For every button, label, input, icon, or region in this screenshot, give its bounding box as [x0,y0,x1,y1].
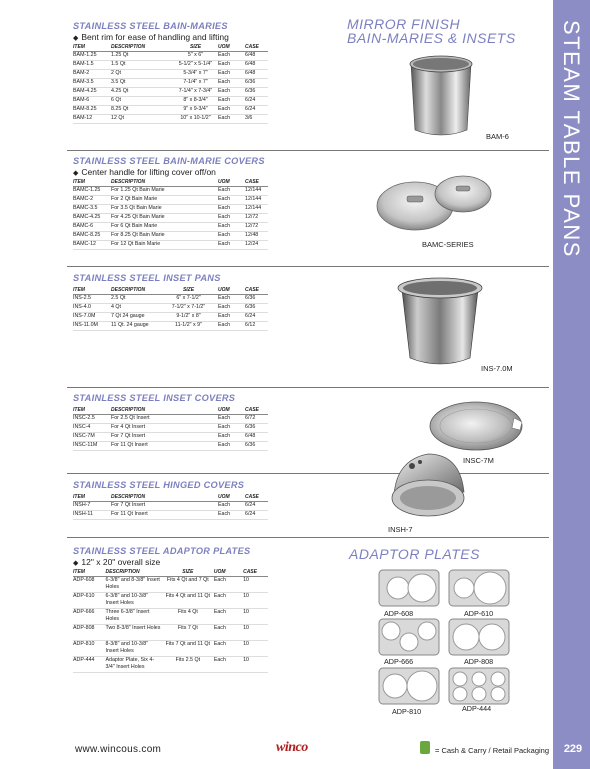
side-category-title: STEAM TABLE PANS [559,20,584,258]
cell-description: 4.25 Qt [111,88,173,97]
section-subtitle: ◆ Bent rim for ease of handling and lifting [73,32,229,42]
section-adaptor-plates [73,546,268,673]
header-description: DESCRIPTION [111,287,159,295]
cell-case: 6/72 [245,415,268,424]
cell-uom: Each [218,415,245,424]
cell-description: 7 Qt 24 gauge [111,313,159,322]
cell-item: INSH-11 [73,511,111,520]
cell-item: BAM-12 [73,115,111,124]
cell-description: For 1.25 Qt Bain Marie [111,187,218,196]
table-header-row [73,569,268,577]
spec-table [73,287,268,331]
cell-item: BAMC-2 [73,196,111,205]
diamond-bullet-icon: ◆ [73,560,79,567]
table-row [73,214,268,223]
cell-description: 1.25 Qt [111,52,173,61]
cell-item: BAM-2 [73,70,111,79]
cell-description: For 7 Qt Insert [111,502,218,511]
section-divider [67,387,549,388]
cell-size: 10" x 10-1/2" [173,115,218,124]
ins-7-caption: INS-7.0M [481,364,513,373]
cell-description: For 2.5 Qt Insert [111,415,218,424]
cell-description: 8-3/8" and 10-3/8" Insert Holes [106,641,162,657]
cell-case: 3/6 [245,115,268,124]
cell-description: 3.5 Qt [111,79,173,88]
cell-uom: Each [218,115,245,124]
cell-case: 6/24 [245,97,268,106]
cell-uom: Each [218,295,245,304]
cell-description: Two 8-3/8" Insert Holes [106,625,162,641]
table-row [73,223,268,232]
cell-item: BAMC-12 [73,241,111,250]
cell-case: 6/36 [245,442,268,451]
header-uom: UOM [214,569,243,577]
cell-item: BAMC-6 [73,223,111,232]
header-description: DESCRIPTION [111,494,218,502]
table-header-row [73,44,268,52]
table-row [73,88,268,97]
footer-website-link[interactable]: www.wincous.com [75,744,162,755]
cell-size: Fits 4 Qt and 7 Qt [162,577,214,593]
cell-item: BAMC-4.25 [73,214,111,223]
cell-description: For 7 Qt Insert [111,433,218,442]
cell-size: Fits 4 Qt and 11 Qt [162,593,214,609]
table-row [73,295,268,304]
cell-uom: Each [214,577,243,593]
header-case: CASE [245,407,268,415]
header-uom: UOM [218,494,245,502]
cell-description: 6-3/8" and 8-3/8" Insert Holes [106,577,162,593]
table-row [73,70,268,79]
cell-uom: Each [218,70,245,79]
cell-description: 2 Qt [111,70,173,79]
cell-item: INS-11.0M [73,322,111,331]
cell-uom: Each [214,641,243,657]
cell-description: For 11 Qt Insert [111,511,218,520]
cell-item: BAM-3.5 [73,79,111,88]
header-case: CASE [245,179,268,187]
cell-item: BAM-8.25 [73,106,111,115]
adp-666-plate-image [378,618,440,656]
table-header-row [73,494,268,502]
table-row [73,502,268,511]
cell-case: 6/24 [245,313,268,322]
cell-uom: Each [214,609,243,625]
cell-uom: Each [218,52,245,61]
bamc-caption: BAMC-SERIES [422,240,474,249]
cell-uom: Each [214,625,243,641]
cell-case: 12/144 [245,196,268,205]
cell-item: INS-7.0M [73,313,111,322]
cell-item: BAM-6 [73,97,111,106]
spec-table [73,569,268,673]
cash-carry-note: = Cash & Carry / Retail Packaging [435,746,550,755]
cell-item: ADP-610 [73,593,106,609]
cell-case: 10 [243,593,268,609]
cell-item: INSC-4 [73,424,111,433]
cell-item: ADP-608 [73,577,106,593]
cell-case: 6/24 [245,106,268,115]
spec-table [73,44,268,124]
cell-description: 11 Qt. 24 gauge [111,322,159,331]
header-item: ITEM [73,179,111,187]
spec-table [73,407,268,451]
cell-description: 12 Qt [111,115,173,124]
cell-uom: Each [218,79,245,88]
cell-description: 8.25 Qt [111,106,173,115]
header-case: CASE [245,44,268,52]
table-row [73,322,268,331]
header-item: ITEM [73,44,111,52]
insc-7m-cover-image [428,400,524,452]
cell-item: ADP-444 [73,657,106,673]
cell-uom: Each [218,304,245,313]
cell-case: 10 [243,609,268,625]
header-item: ITEM [73,569,106,577]
cell-case: 6/24 [245,502,268,511]
cell-item: BAMC-8.25 [73,232,111,241]
cell-description: 6-3/8" and 10-3/8" Insert Holes [106,593,162,609]
cell-size: 7-1/2" x 7-1/2" [159,304,218,313]
header-size: SIZE [159,287,218,295]
cell-description: Adaptor Plate, Six 4-3/4" Insert Holes [106,657,162,673]
adp-608-caption: ADP-608 [384,609,414,618]
cell-description: For 2 Qt Bain Marie [111,196,218,205]
mirror-title-line1: MIRROR FINISH [347,16,461,32]
cell-item: BAM-1.25 [73,52,111,61]
table-header-row [73,287,268,295]
header-size: SIZE [173,44,218,52]
cell-item: BAM-1.5 [73,61,111,70]
section-divider [67,537,549,538]
cell-size: Fits 7 Qt [162,625,214,641]
table-row [73,196,268,205]
section-inset-pans [73,273,268,331]
cell-uom: Each [218,223,245,232]
cell-size: Fits 2.5 Qt [162,657,214,673]
table-row [73,115,268,124]
cell-case: 6/48 [245,70,268,79]
cell-uom: Each [218,424,245,433]
shopping-bag-icon [420,741,430,754]
cell-size: 7-1/4" x 7-3/4" [173,88,218,97]
cell-size: 5-1/2" x 5-1/4" [173,61,218,70]
cell-item: ADP-808 [73,625,106,641]
cell-uom: Each [218,196,245,205]
table-header-row [73,407,268,415]
cell-description: For 4 Qt Insert [111,424,218,433]
cell-item: INSH-7 [73,502,111,511]
ins-7-product-image [392,270,488,370]
cell-description: 6 Qt [111,97,173,106]
cell-item: ADP-810 [73,641,106,657]
cell-description: 1.5 Qt [111,61,173,70]
bam-6-product-image [405,52,477,140]
diamond-bullet-icon: ◆ [73,35,79,42]
cell-uom: Each [218,313,245,322]
bamc-cover-image [373,168,493,238]
table-row [73,232,268,241]
cell-uom: Each [218,442,245,451]
header-uom: UOM [218,44,245,52]
header-description: DESCRIPTION [111,407,218,415]
cell-item: BAMC-1.25 [73,187,111,196]
cell-size: 9-1/2" x 8" [159,313,218,322]
cell-case: 12/72 [245,214,268,223]
cell-case: 6/48 [245,433,268,442]
cell-description: For 8.25 Qt Bain Marie [111,232,218,241]
insc-7m-caption: INSC-7M [463,456,494,465]
cell-size: Fits 7 Qt and 11 Qt [162,641,214,657]
cell-uom: Each [218,322,245,331]
table-header-row [73,179,268,187]
cell-size: 6" x 7-1/2" [159,295,218,304]
cell-case: 12/144 [245,187,268,196]
cell-case: 10 [243,657,268,673]
cell-uom: Each [218,232,245,241]
cell-item: BAMC-3.5 [73,205,111,214]
cell-case: 12/72 [245,223,268,232]
table-row [73,415,268,424]
header-size: SIZE [162,569,214,577]
cell-case: 10 [243,625,268,641]
cell-case: 10 [243,641,268,657]
adp-608-plate-image [378,569,440,607]
cell-description: Three 6-3/8" Insert Holes [106,609,162,625]
header-case: CASE [243,569,268,577]
cell-uom: Each [218,214,245,223]
adp-444-caption: ADP-444 [462,704,492,713]
cell-size: 9" x 9-3/4" [173,106,218,115]
cell-uom: Each [218,187,245,196]
cell-uom: Each [218,502,245,511]
cell-uom: Each [218,106,245,115]
cell-uom: Each [218,205,245,214]
cell-uom: Each [214,657,243,673]
cell-uom: Each [218,241,245,250]
cell-description: For 12 Qt Bain Marie [111,241,218,250]
cell-case: 6/36 [245,295,268,304]
section-subtitle: ◆ 12" x 20" overall size [73,557,161,567]
header-item: ITEM [73,287,111,295]
table-row [73,79,268,88]
spec-table [73,179,268,250]
header-item: ITEM [73,407,111,415]
cell-case: 10 [243,577,268,593]
cell-size: 11-1/2" x 9" [159,322,218,331]
insh-7-hinged-cover-image [388,446,470,524]
header-case: CASE [245,287,268,295]
cell-case: 6/36 [245,88,268,97]
table-row [73,187,268,196]
cell-description: 2.5 Qt [111,295,159,304]
section-subtitle: ◆ Center handle for lifting cover off/on [73,167,216,177]
cell-size: Fits 4 Qt [162,609,214,625]
cell-item: INSC-7M [73,433,111,442]
cell-case: 6/36 [245,424,268,433]
cell-description: 4 Qt [111,304,159,313]
header-description: DESCRIPTION [106,569,162,577]
cell-uom: Each [218,433,245,442]
bam-6-caption: BAM-6 [486,132,509,141]
cell-case: 6/48 [245,61,268,70]
cell-item: INSC-2.5 [73,415,111,424]
section-title: STAINLESS STEEL BAIN-MARIES [73,21,228,31]
cell-description: For 6 Qt Bain Marie [111,223,218,232]
page-number: 229 [563,743,583,755]
cell-case: 12/144 [245,205,268,214]
header-item: ITEM [73,494,111,502]
table-row [73,106,268,115]
section-title: STAINLESS STEEL INSET PANS [73,273,221,283]
header-description: DESCRIPTION [111,44,173,52]
cell-case: 6/12 [245,322,268,331]
cell-size: 7-1/4" x 7" [173,79,218,88]
cell-description: For 4.25 Qt Bain Marie [111,214,218,223]
cell-case: 6/48 [245,52,268,61]
section-divider [67,150,549,151]
section-divider [67,266,549,267]
mirror-finish-title [347,17,516,45]
section-title: STAINLESS STEEL ADAPTOR PLATES [73,546,251,556]
adp-808-plate-image [448,618,510,656]
adp-810-caption: ADP-810 [392,707,422,716]
table-row [73,625,268,641]
cell-item: INSC-11M [73,442,111,451]
table-row [73,433,268,442]
header-uom: UOM [218,287,245,295]
cell-size: 8" x 8-3/4" [173,97,218,106]
cell-case: 6/36 [245,304,268,313]
cell-case: 6/36 [245,79,268,88]
table-row [73,205,268,214]
section-title: STAINLESS STEEL INSET COVERS [73,393,236,403]
table-row [73,61,268,70]
section-inset-covers [73,393,268,451]
cell-uom: Each [218,97,245,106]
cell-description: For 11 Qt Insert [111,442,218,451]
winco-logo: winco [276,740,308,755]
cell-case: 12/48 [245,232,268,241]
table-row [73,657,268,673]
cell-size: 5-3/4" x 7" [173,70,218,79]
adp-444-plate-image [448,667,510,705]
cell-item: INS-2.5 [73,295,111,304]
header-case: CASE [245,494,268,502]
section-title: STAINLESS STEEL BAIN-MARIE COVERS [73,156,265,166]
table-row [73,442,268,451]
table-row [73,593,268,609]
section-divider [67,473,549,474]
adp-610-plate-image [448,569,510,607]
cell-item: INS-4.0 [73,304,111,313]
cell-uom: Each [218,511,245,520]
cell-size: 5" x 6" [173,52,218,61]
cell-uom: Each [218,61,245,70]
insh-7-caption: INSH-7 [388,525,413,534]
table-row [73,577,268,593]
section-bain-maries [73,21,268,124]
table-row [73,52,268,61]
section-title: STAINLESS STEEL HINGED COVERS [73,480,245,490]
table-row [73,241,268,250]
header-description: DESCRIPTION [111,179,218,187]
cell-item: ADP-666 [73,609,106,625]
table-row [73,304,268,313]
section-hinged-covers [73,480,268,520]
cell-uom: Each [214,593,243,609]
cell-case: 12/24 [245,241,268,250]
cell-description: For 3.5 Qt Bain Marie [111,205,218,214]
table-row [73,511,268,520]
table-row [73,609,268,625]
adp-666-caption: ADP-666 [384,657,414,666]
cell-uom: Each [218,88,245,97]
table-row [73,641,268,657]
adaptor-plates-title: ADAPTOR PLATES [349,546,480,562]
cell-item: BAM-4.25 [73,88,111,97]
table-row [73,313,268,322]
adp-810-plate-image [378,667,440,705]
table-row [73,97,268,106]
section-bain-marie-covers [73,156,268,250]
header-uom: UOM [218,179,245,187]
table-row [73,424,268,433]
adp-808-caption: ADP-808 [464,657,494,666]
diamond-bullet-icon: ◆ [73,170,79,177]
spec-table [73,494,268,520]
cell-case: 6/24 [245,511,268,520]
adp-610-caption: ADP-610 [464,609,494,618]
header-uom: UOM [218,407,245,415]
mirror-title-line2: BAIN-MARIES & INSETS [347,30,516,46]
